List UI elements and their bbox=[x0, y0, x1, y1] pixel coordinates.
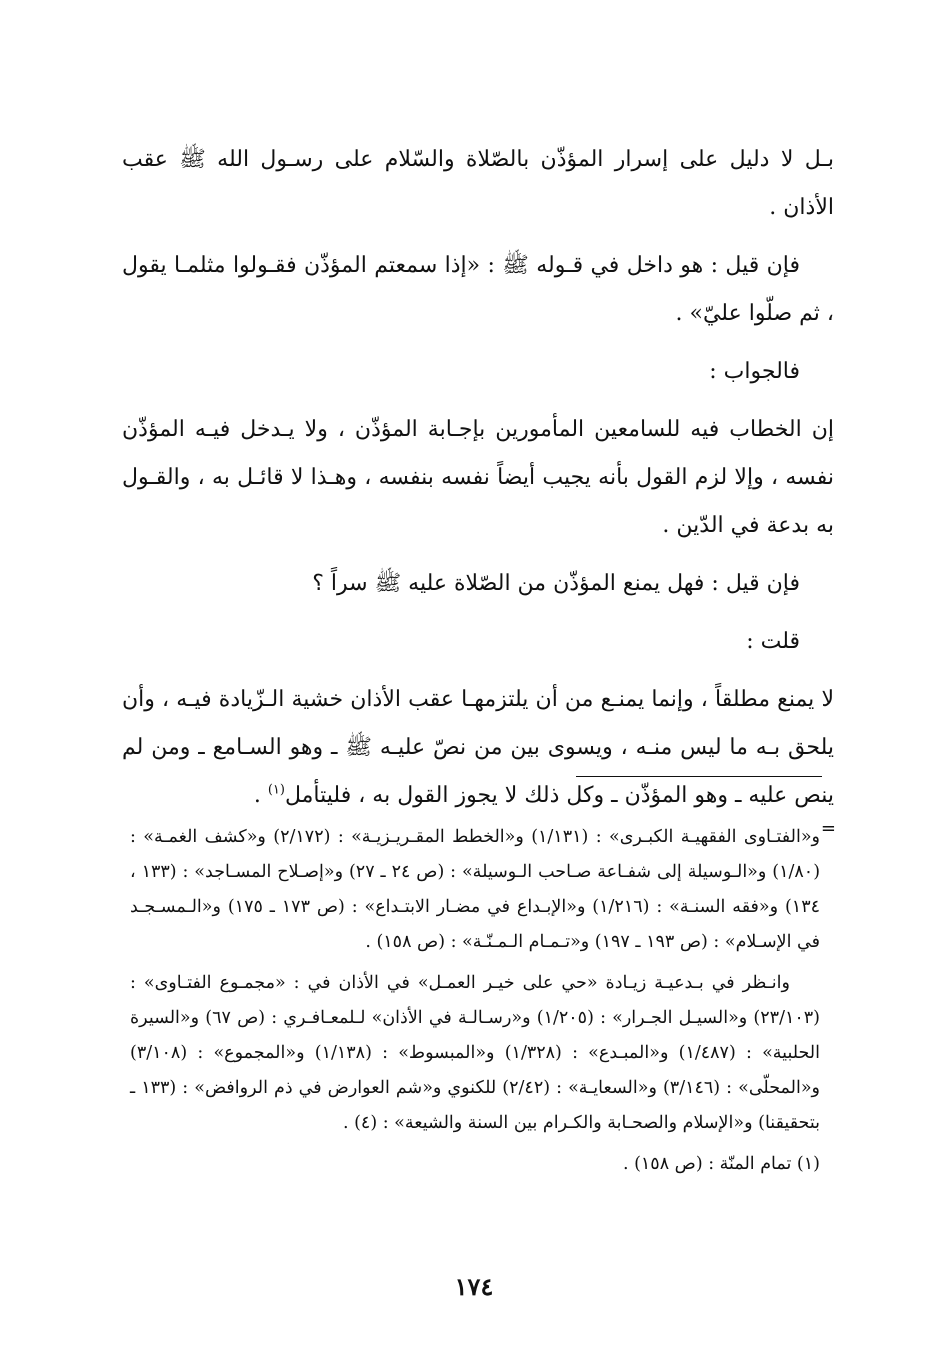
footnote-separator bbox=[576, 776, 822, 777]
body-paragraph: فالجواب : bbox=[709, 359, 800, 384]
footnote-continued: وانـظر في بـدعيـة زيـادة «حي على خيـر العمـل» في الأذان في : «مجمـوع الفتـاوى» : (٢٣/١٠٣) و«السيـل الجـرار» : (١/٢٠٥) و«رسـالـة في الأذان» لـلمعـافـري : (ص ٦٧) و«السيرة الحلبية» : (١/٤٨٧) و«المبـدع» : (١/٣٢٨) و«المبسوط» : (١/١٣٨) و«المجموع» : (٣/١٠٨) و«المحلّى» : (٣/١٤٦) و«السعايـة» : (٢/٤٢) للكنوي و«شم العوارض في ذم الروافض» : (١٣٣ ـ بتحقيقنا) و«الإسلام والصحـابة والكـرام بين السنة والشيعة» : (٤) . bbox=[130, 973, 821, 1133]
body-paragraph: فإن قيل : فهل يمنع المؤذّن من الصّلاة عليه ﷺ سراً ؟ bbox=[312, 571, 800, 596]
body-paragraph: إن الخطاب فيه للسامعين المأمورين بإجـابة المؤذّن ، ولا يـدخل فيـه المؤذّن نفسه ، وإلا لزم القول بأنه يجيب أيضاً نفسه بنفسه ، وهـذا لا قائـل به ، والقـول به بدعة في الدّين . bbox=[122, 417, 834, 538]
body-paragraph: بـل لا دليل على إسرار المؤذّن بالصّلاة والسّلام على رسـول الله ﷺ عقب الأذان . bbox=[122, 147, 834, 220]
body-paragraph: فإن قيل : هو داخل في قـوله ﷺ : «إذا سمعتم المؤذّن فقـولوا مثلمـا يقول ، ثم صلّوا عليّ» . bbox=[122, 253, 834, 326]
main-text bbox=[122, 136, 834, 830]
page-number: ١٧٤ bbox=[454, 1272, 494, 1301]
body-paragraph-text: لا يمنع مطلقاً ، وإنما يمنـع من أن يلتزمهـا عقب الأذان خشية الـزّيادة فيـه ، وأن يلحق بـه ما ليس منـه ، ويسوى بين من نصّ عليـه ﷺ ـ وهو السـامع ـ ومن لم ينص عليه ـ وهو المؤذّن ـ وكل ذلك لا يجوز القول به ، فليتأمل bbox=[122, 687, 834, 808]
body-paragraph-last bbox=[122, 676, 834, 820]
body-closing-punctuation: . bbox=[253, 783, 268, 808]
footnotes-section bbox=[130, 820, 820, 1188]
footnote-item: (١) تمام المنّة : (ص ١٥٨) . bbox=[622, 1154, 820, 1174]
continuation-mark: = bbox=[820, 818, 836, 839]
footnote-reference[interactable]: (١) bbox=[267, 782, 285, 798]
body-paragraph: قلت : bbox=[746, 629, 800, 654]
footnote-continued: و«الفتـاوى الفقهيـة الكبـرى» : (١/١٣١) و«الخطط المقـريـزيـة» : (٢/١٧٢) و«كشف الغمـة» : (١/٨٠) و«الـوسيلة إلى شفـاعة صـاحب الـوسيلة» : (ص ٢٤ ـ ٢٧) و«إصـلاح المسـاجد» : (١٣٣ ، ١٣٤) و«فقه السنـة» : (١/٢١٦) و«الإبـداع في مضـار الابتـداع» : (ص ١٧٣ ـ ١٧٥) و«الـمسـجـد في الإسـلام» : (ص ١٩٣ ـ ١٩٧) و«تـمـام الـمـنّـة» : (ص ١٥٨) . bbox=[130, 827, 821, 952]
